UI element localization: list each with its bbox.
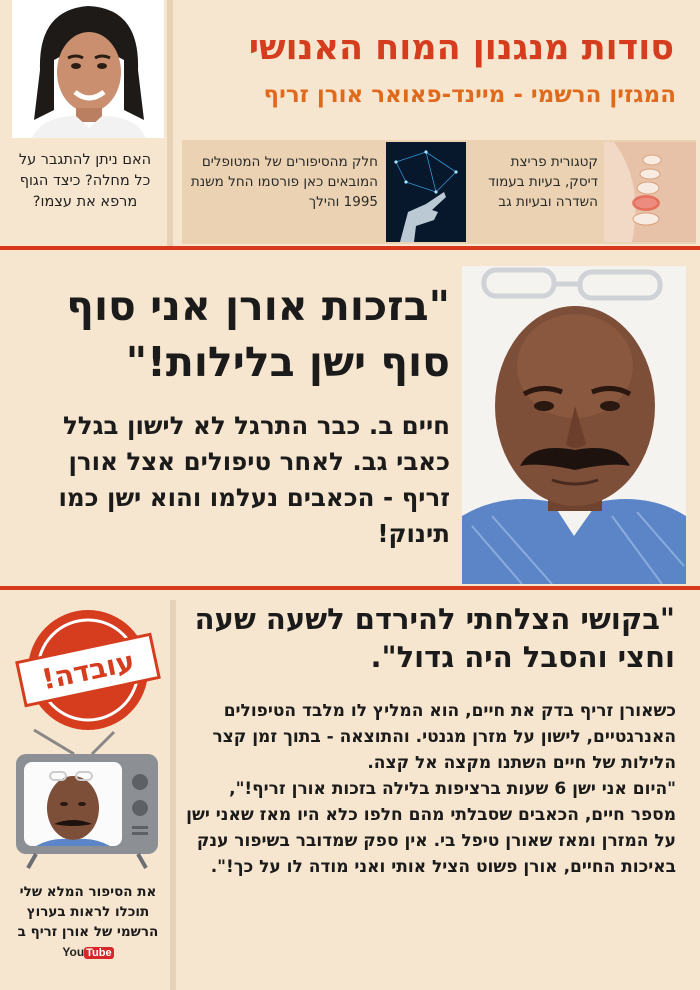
fact-stamp xyxy=(14,604,162,734)
story2-paragraph-2: "היום אני ישן 6 שעות ברציפות בלילה בזכות אורן זריף!", מספר חיים, הכאבים שסבלתי מהם חלפו כלא היו מאז שאני ישן על המזרן ומאז שאורן טיפל בי. אין ספק שמדובר בשיפור ענק באיכות החיים, אורן פשוט הציל אותי ואני מודה לו על כך!". xyxy=(186,779,676,877)
magazine-subtitle: המגזין הרשמי - מיינד-פאואר אורן זריף xyxy=(263,82,676,108)
teaser-stories-text: חלק מהסיפורים של המטופלים המובאים כאן פורסמו החל משנת 1995 והילך xyxy=(190,154,378,210)
section-divider-top xyxy=(0,246,700,250)
story2-body xyxy=(186,698,676,880)
sidebar-divider xyxy=(170,600,176,990)
story1-body: חיים ב. כבר התרגל לא לישון בגלל כאבי גב. לאחר טיפולים אצל אורן זריף - הכאבים נעלמו והוא ישן כמו תינוק! xyxy=(58,411,450,548)
author-question: האם ניתן להתגבר על כל מחלה? כיצד הגוף מרפא את עצמו? xyxy=(18,152,152,210)
author-photo xyxy=(12,0,164,138)
story1-headline: "בזכות אורן אני סוף סוף ישן בלילות!" xyxy=(66,282,450,386)
story2-paragraph-1: כשאורן זריף בדק את חיים, הוא המליץ לו מלבד הטיפולים האנרגטיים, לישון על מזרן מגנטי. והתוצאה - בתוך זמן קצר הלילות של חיים השתנו מקצה אל קצה. xyxy=(212,701,676,773)
digital-hand-image xyxy=(386,142,466,242)
teaser-spine-text: קטגורית פריצת דיסק, בעיות בעמוד השדרה ובעיות גב xyxy=(488,154,598,210)
patient-photo xyxy=(462,266,686,584)
youtube-cta[interactable] xyxy=(8,882,168,963)
tv-video-thumbnail[interactable] xyxy=(14,728,160,870)
section-divider-bottom xyxy=(0,586,700,590)
youtube-logo-icon[interactable]: You Tube xyxy=(62,945,112,959)
story2-headline: "בקושי הצלחתי להירדם לשעה שעה וחצי והסבל היה גדול". xyxy=(194,602,675,674)
fact-stamp-label: עובדה! xyxy=(38,644,138,697)
youtube-cta-text: את הסיפור המלא שלי תוכלו לראות בערוץ הרשמי של אורן זריף ב xyxy=(17,884,159,940)
spine-image xyxy=(604,142,696,242)
magazine-title: סודות מנגנון המוח האנושי xyxy=(248,28,674,68)
